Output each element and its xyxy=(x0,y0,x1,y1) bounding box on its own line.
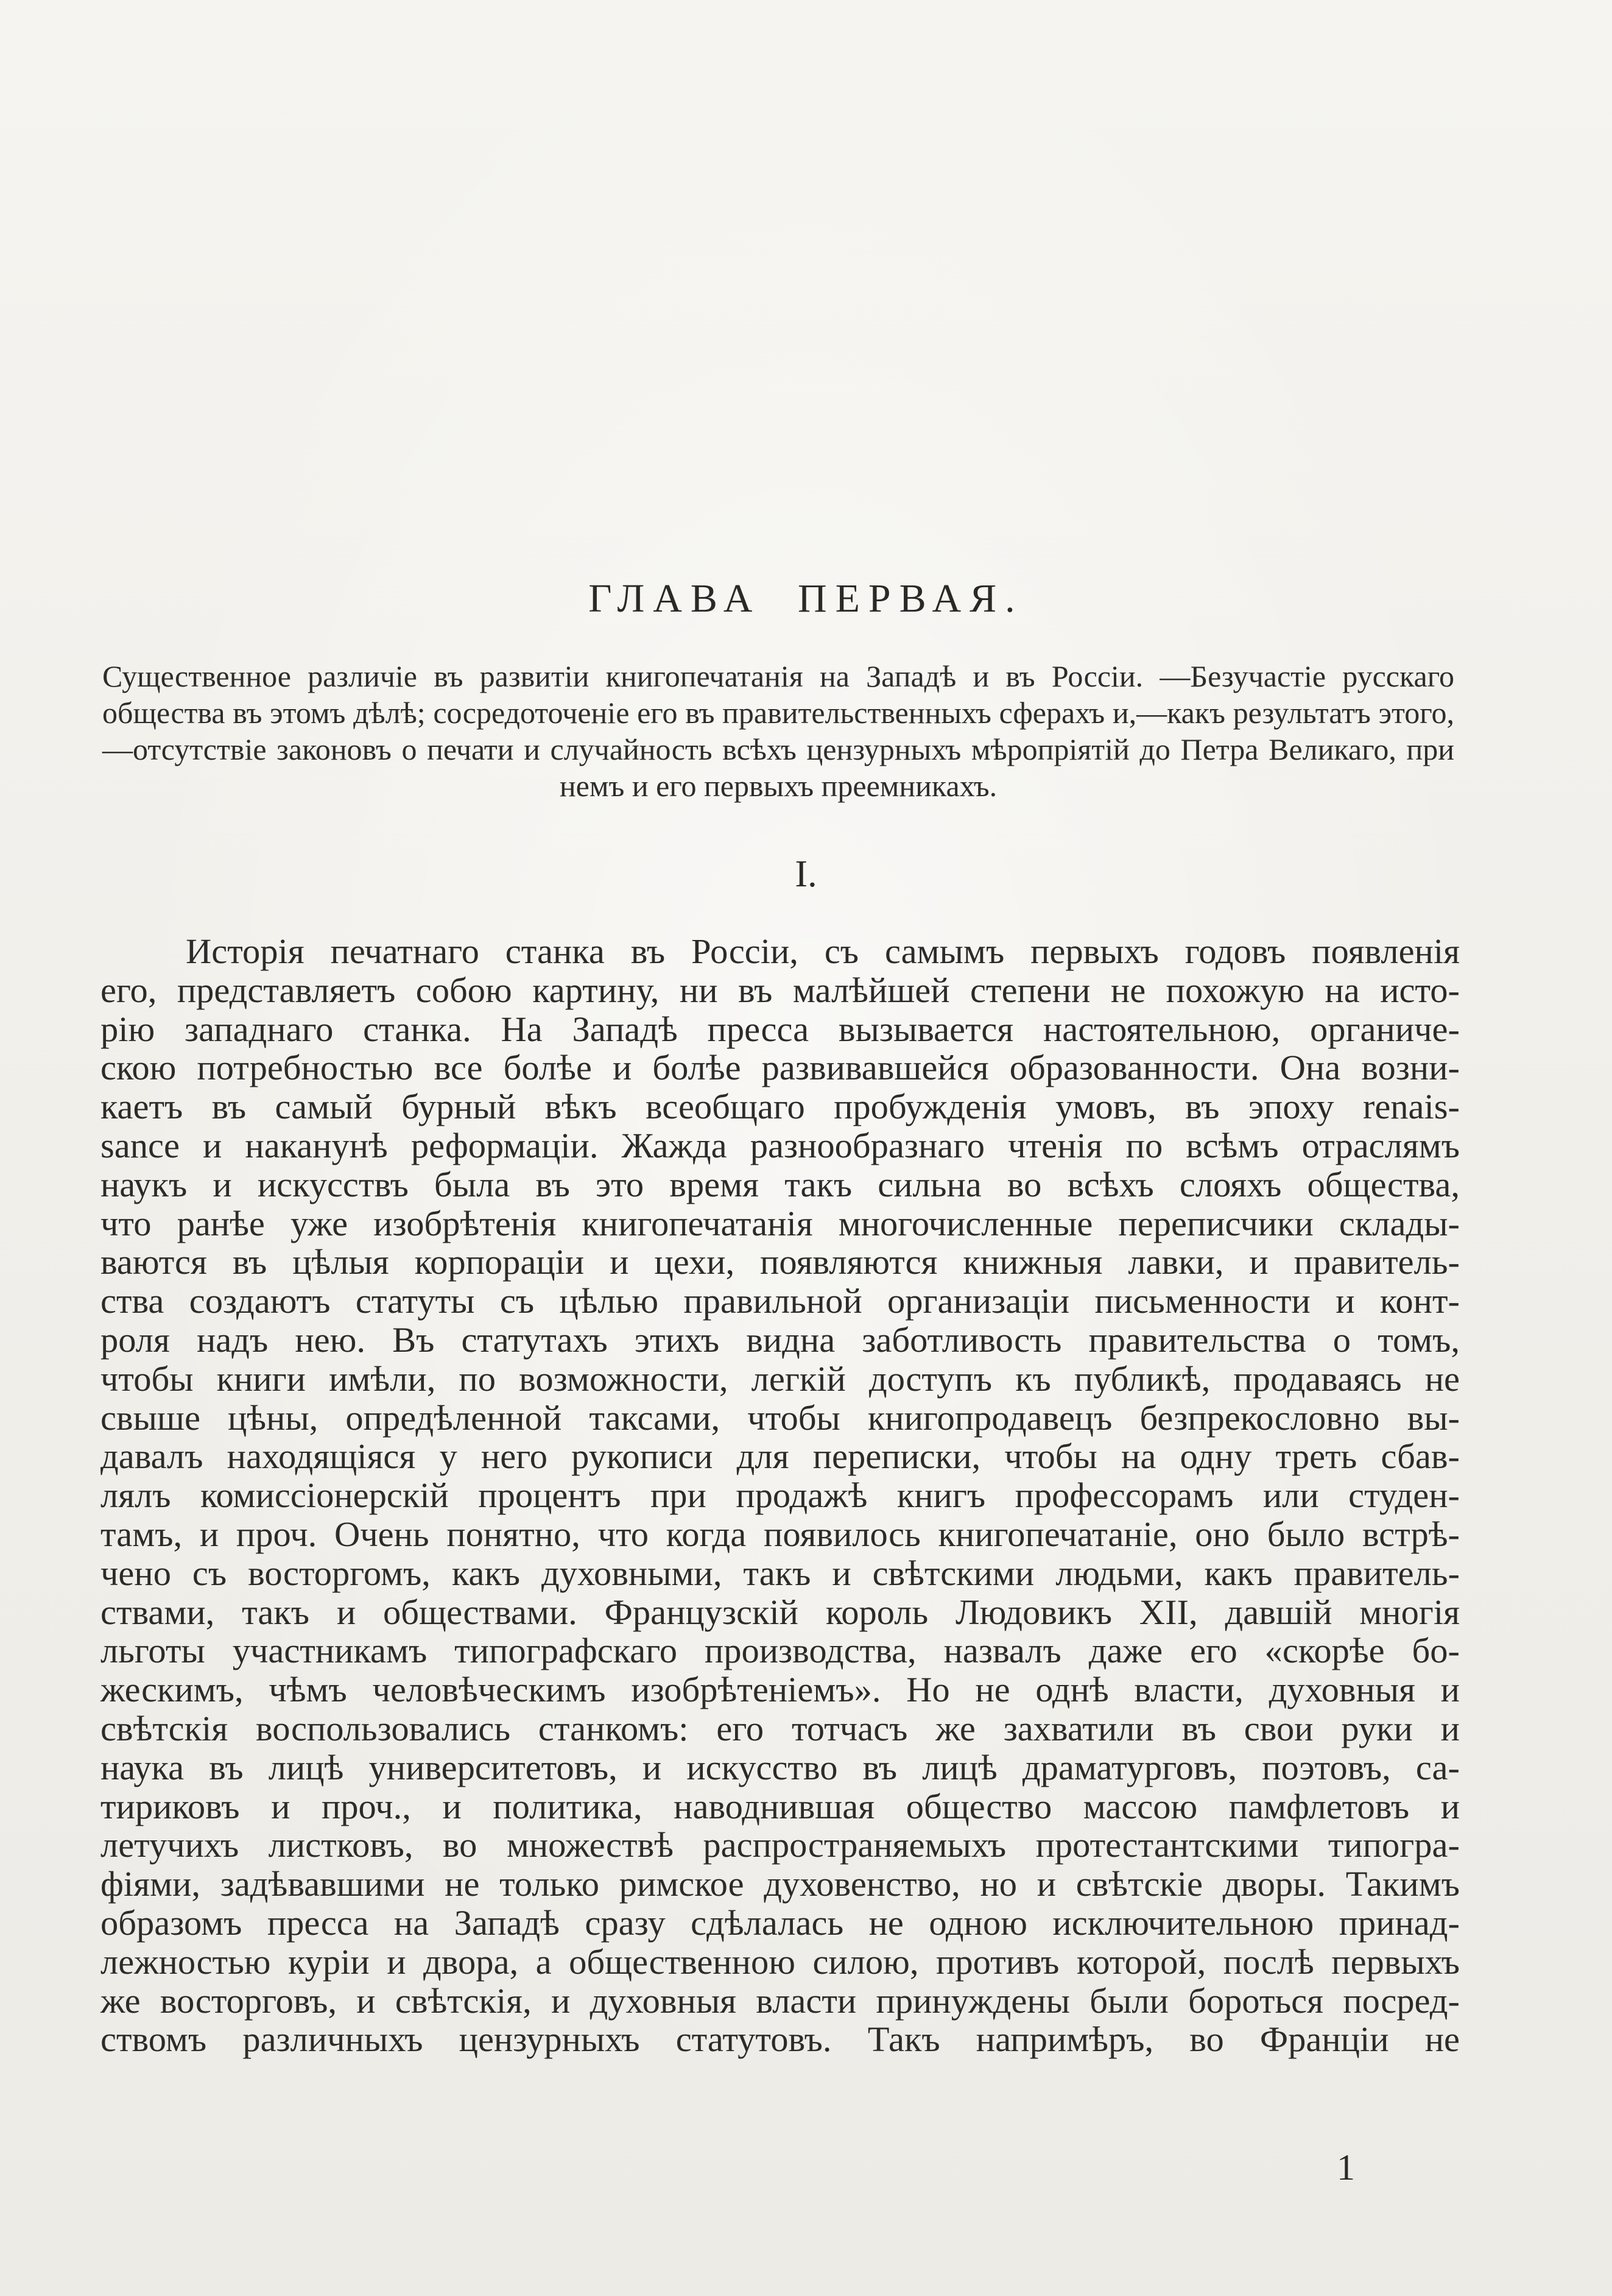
chapter-summary: Существенное различіе въ развитіи книгопечатанія на Западѣ и въ Россіи. —Безучастіе русскаго общества въ этомъ дѣлѣ; сосредоточеніе его въ правительственныхъ сферахъ и,—какъ результатъ этого,—отсутствіе законовъ о печати и случайность всѣхъ цензурныхъ мѣропріятій до Петра Великаго, при немъ и его первыхъ преемникахъ. xyxy=(102,659,1454,803)
text-line: свыше цѣны, опредѣленной таксами, чтобы книгопродавецъ безпрекословно вы- xyxy=(100,1397,1460,1438)
text-line: фіями, задѣвавшими не только римское духовенство, но и свѣтскіе дворы. Такимъ xyxy=(100,1864,1460,1904)
text-line: лялъ комиссіонерскій процентъ при продажѣ книгъ профессорамъ или студен- xyxy=(100,1475,1460,1516)
text-line: ствомъ различныхъ цензурныхъ статутовъ. Такъ напримѣръ, во Франціи не xyxy=(100,2019,1460,2060)
text-line: наука въ лицѣ университетовъ, и искусство въ лицѣ драматурговъ, поэтовъ, са- xyxy=(100,1747,1460,1787)
text-line: его, представляетъ собою картину, ни въ малѣйшей степени не похожую на исто- xyxy=(100,970,1460,1010)
text-line: Исторія печатнаго станка въ Россіи, съ самымъ первыхъ годовъ появленія xyxy=(186,931,1460,971)
text-line: жескимъ, чѣмъ человѣческимъ изобрѣтеніемъ». Но не однѣ власти, духовныя и xyxy=(100,1670,1460,1710)
text-line: ствами, такъ и обществами. Французскій король Людовикъ XII, давшій многія xyxy=(100,1592,1460,1632)
text-line: льготы участникамъ типографскаго производства, назвалъ даже его «скорѣе бо- xyxy=(100,1631,1460,1671)
text-line: ства создаютъ статуты съ цѣлью правильной организаціи письменности и конт- xyxy=(100,1281,1460,1321)
text-line: давалъ находящіяся у него рукописи для переписки, чтобы на одну треть сбав- xyxy=(100,1436,1460,1477)
text-line: скою потребностью все болѣе и болѣе развивавшейся образованности. Она возни- xyxy=(100,1048,1460,1088)
text-line: sance и наканунѣ реформаціи. Жажда разнообразнаго чтенія по всѣмъ отраслямъ xyxy=(100,1125,1460,1165)
text-line: тириковъ и проч., и политика, наводнившая общество массою памфлетовъ и xyxy=(100,1786,1460,1826)
text-line: наукъ и искусствъ была въ это время такъ сильна во всѣхъ слояхъ общества, xyxy=(100,1164,1460,1204)
section-number: I. xyxy=(795,853,817,895)
chapter-title: ГЛАВА ПЕРВАЯ. xyxy=(588,576,1024,621)
text-line: тамъ, и проч. Очень понятно, что когда появилось книгопечатаніе, оно было встрѣ- xyxy=(100,1514,1460,1554)
text-line: каетъ въ самый бурный вѣкъ всеобщаго пробужденія умовъ, въ эпоху renais- xyxy=(100,1087,1460,1127)
page-number: 1 xyxy=(1337,2147,1355,2188)
text-line: роля надъ нею. Въ статутахъ этихъ видна заботливость правительства о томъ, xyxy=(100,1319,1460,1360)
text-line: рію западнаго станка. На Западѣ пресса вызывается настоятельною, органиче- xyxy=(100,1009,1460,1049)
text-line: образомъ пресса на Западѣ сразу сдѣлалась не одною исключительною принад- xyxy=(100,1902,1460,1943)
text-line: лежностью куріи и двора, а общественною силою, противъ которой, послѣ первыхъ xyxy=(100,1941,1460,1982)
text-line: же восторговъ, и свѣтскія, и духовныя власти принуждены были бороться посред- xyxy=(100,1980,1460,2021)
text-line: чено съ восторгомъ, какъ духовными, такъ и свѣтскими людьми, какъ правитель- xyxy=(100,1553,1460,1593)
text-line: летучихъ листковъ, во множествѣ распространяемыхъ протестантскими типогра- xyxy=(100,1825,1460,1865)
text-line: чтобы книги имѣли, по возможности, легкій доступъ къ публикѣ, продаваясь не xyxy=(100,1358,1460,1399)
text-line: ваются въ цѣлыя корпораціи и цехи, появляются книжныя лавки, и правитель- xyxy=(100,1242,1460,1282)
text-line: свѣтскія воспользовались станкомъ: его тотчасъ же захватили въ свои руки и xyxy=(100,1708,1460,1748)
body-text xyxy=(100,932,1460,2059)
text-line: что ранѣе уже изобрѣтенія книгопечатанія многочисленные переписчики склады- xyxy=(100,1203,1460,1243)
